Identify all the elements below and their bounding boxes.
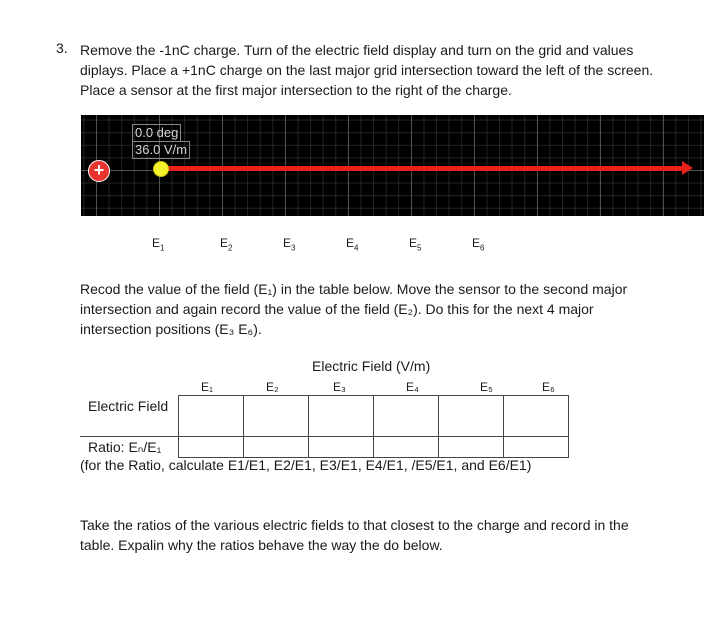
position-label-e3: $E_3$ [283, 236, 296, 253]
field-table [80, 395, 569, 458]
instruction-explain: Take the ratios of the various electric fields to that closest to the charge and record in the table. Expalin why the ratios behave the way the do below. [80, 517, 629, 553]
cell-e1-field[interactable] [179, 396, 244, 437]
positive-charge[interactable]: + [88, 160, 110, 182]
position-label-e4: $E_4$ [346, 236, 359, 253]
position-label-e1: $E_1$ [152, 236, 165, 253]
question-number: 3. [56, 40, 68, 56]
cell-e2-ratio[interactable] [244, 436, 309, 457]
position-label-e2: $E_2$ [220, 236, 233, 253]
question-text: Remove the -1nC charge. Turn of the electric field display and turn on the grid and values diplays. Place a +1nC charge on the last major grid intersection toward the left of the screen. Place a sensor at the first major intersection to the right of the charge. [80, 42, 654, 98]
table-title: Electric Field (V/m) [312, 358, 431, 374]
cell-e6-field[interactable] [504, 396, 569, 437]
arrow-head [682, 161, 693, 175]
position-label-e5: $E_5$ [409, 236, 422, 253]
cell-e1-ratio[interactable] [179, 436, 244, 457]
column-header-e5: E₅ [480, 380, 493, 394]
column-header-e3: E₃ [333, 380, 346, 394]
cell-e2-field[interactable] [244, 396, 309, 437]
column-header-e4: E₄ [406, 380, 419, 394]
instruction-record: Recod the value of the field (E₁) in the table below. Move the sensor to the second major intersection and again record the value of the field (E₂). Do this for the next 4 major intersection positions (E₃ E₆). [80, 281, 628, 337]
row-label-electric-field: Electric Field [80, 396, 179, 437]
ratio-note: (for the Ratio, calculate E1/E1, E2/E1, E3/E1, E4/E1, /E5/E1, and E6/E1) [80, 457, 532, 473]
cell-e3-ratio[interactable] [309, 436, 374, 457]
field-sensor[interactable] [153, 161, 169, 177]
column-header-e2: E₂ [266, 380, 279, 394]
column-header-e6: E₆ [542, 380, 555, 394]
cell-e3-field[interactable] [309, 396, 374, 437]
cell-e4-ratio[interactable] [374, 436, 439, 457]
angle-readout: 0.0 deg [132, 124, 181, 141]
position-label-e6: $E_6$ [472, 236, 485, 253]
row-label-ratio: Ratio: Eₙ/E₁ [80, 436, 179, 457]
sensor-readout [132, 124, 190, 159]
cell-e6-ratio[interactable] [504, 436, 569, 457]
table-row [80, 436, 569, 457]
cell-e5-field[interactable] [439, 396, 504, 437]
field-vector-arrow [162, 166, 684, 171]
table-row [80, 396, 569, 437]
column-header-e1: E₁ [201, 380, 214, 394]
cell-e4-field[interactable] [374, 396, 439, 437]
magnitude-readout: 36.0 V/m [132, 141, 190, 159]
cell-e5-ratio[interactable] [439, 436, 504, 457]
